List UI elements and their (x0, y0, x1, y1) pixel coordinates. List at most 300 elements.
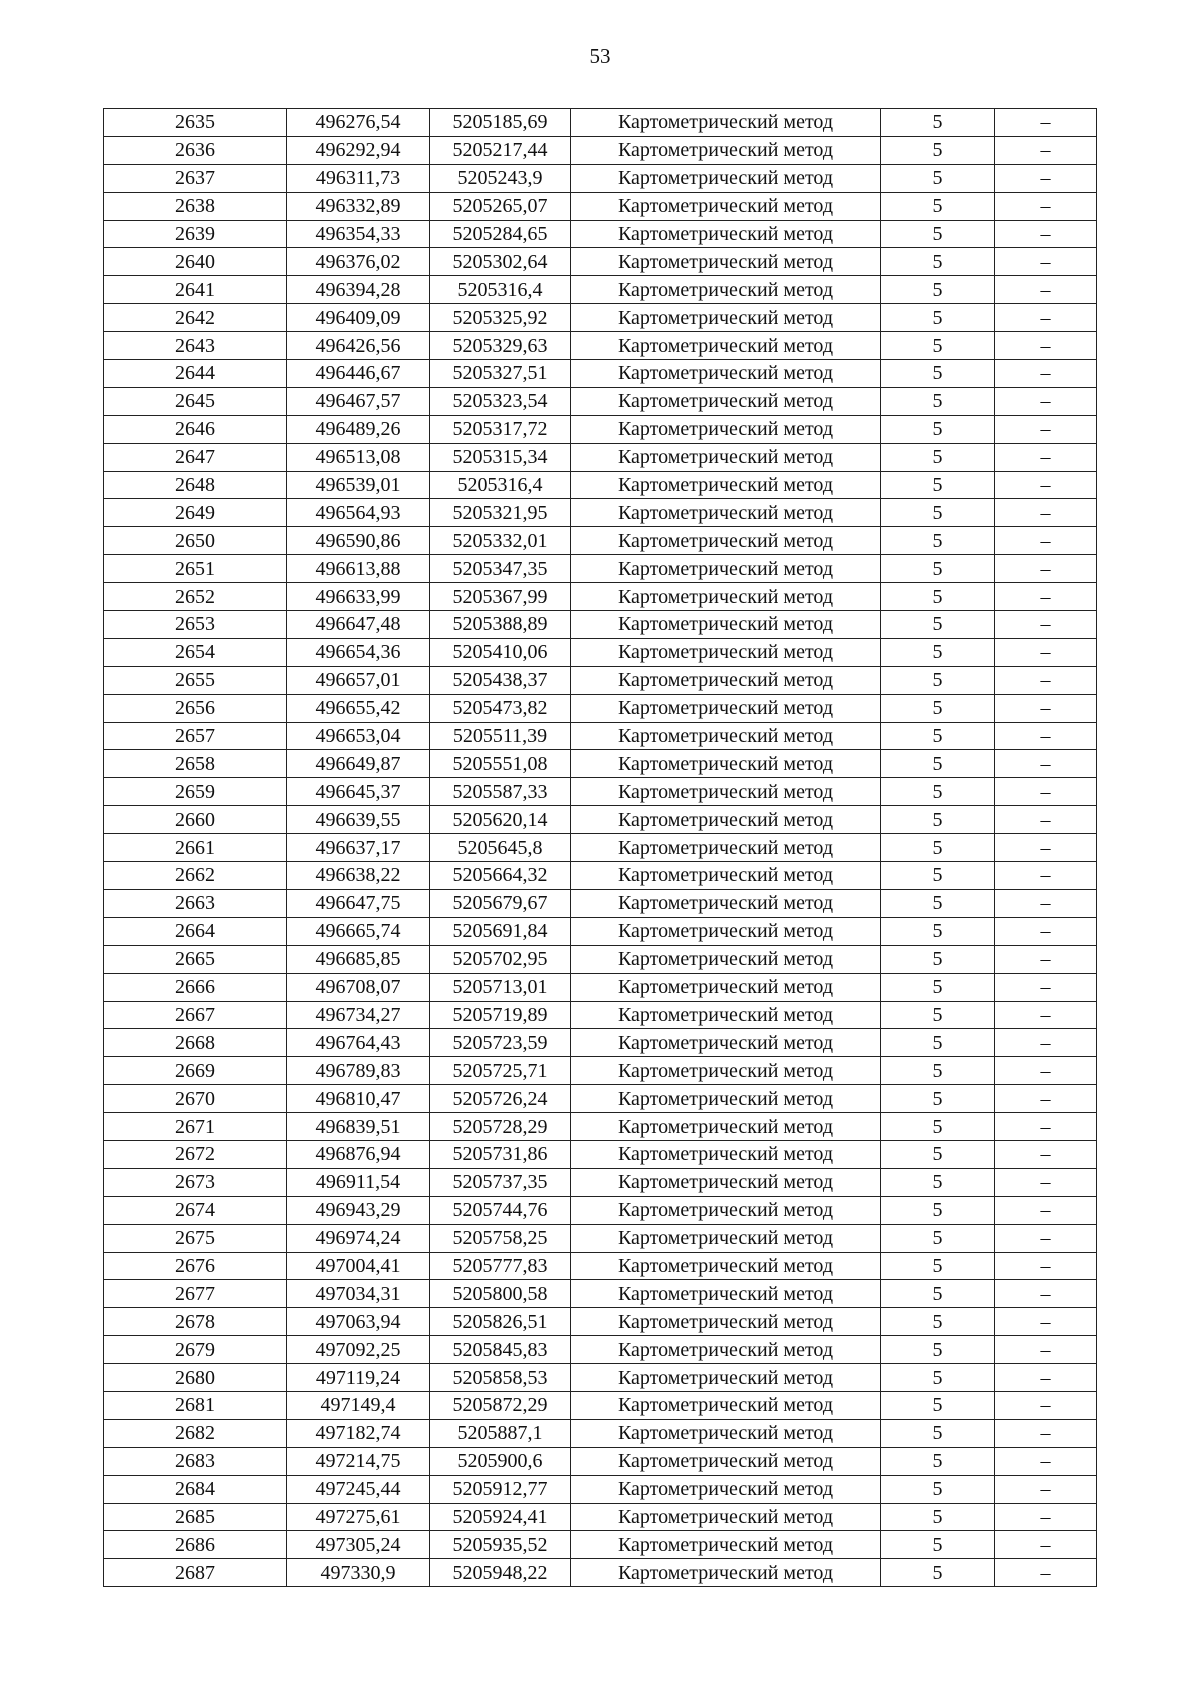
method-cell: Картометрический метод (571, 1224, 881, 1252)
description-cell: – (995, 499, 1097, 527)
y-coordinate-cell: 5205217,44 (430, 136, 571, 164)
accuracy-cell: 5 (881, 1196, 995, 1224)
y-coordinate-cell: 5205243,9 (430, 164, 571, 192)
description-cell: – (995, 1531, 1097, 1559)
accuracy-cell: 5 (881, 332, 995, 360)
x-coordinate-cell: 497214,75 (287, 1447, 430, 1475)
method-cell: Картометрический метод (571, 192, 881, 220)
description-cell: – (995, 332, 1097, 360)
point-number-cell: 2663 (104, 889, 287, 917)
method-cell: Картометрический метод (571, 555, 881, 583)
y-coordinate-cell: 5205317,72 (430, 415, 571, 443)
y-coordinate-cell: 5205845,83 (430, 1336, 571, 1364)
method-cell: Картометрический метод (571, 889, 881, 917)
description-cell: – (995, 555, 1097, 583)
table-row (104, 248, 1097, 276)
point-number-cell: 2665 (104, 945, 287, 973)
method-cell: Картометрический метод (571, 1475, 881, 1503)
method-cell: Картометрический метод (571, 1029, 881, 1057)
point-number-cell: 2682 (104, 1419, 287, 1447)
table-row (104, 471, 1097, 499)
x-coordinate-cell: 497275,61 (287, 1503, 430, 1531)
point-number-cell: 2651 (104, 555, 287, 583)
table-row (104, 611, 1097, 639)
table-row (104, 499, 1097, 527)
accuracy-cell: 5 (881, 694, 995, 722)
table-row (104, 192, 1097, 220)
point-number-cell: 2683 (104, 1447, 287, 1475)
table-row (104, 443, 1097, 471)
point-number-cell: 2667 (104, 1001, 287, 1029)
table-row (104, 1001, 1097, 1029)
description-cell: – (995, 806, 1097, 834)
y-coordinate-cell: 5205826,51 (430, 1308, 571, 1336)
x-coordinate-cell: 496647,48 (287, 611, 430, 639)
method-cell: Картометрический метод (571, 109, 881, 137)
point-number-cell: 2669 (104, 1057, 287, 1085)
method-cell: Картометрический метод (571, 834, 881, 862)
description-cell: – (995, 1029, 1097, 1057)
description-cell: – (995, 109, 1097, 137)
point-number-cell: 2652 (104, 583, 287, 611)
method-cell: Картометрический метод (571, 1113, 881, 1141)
method-cell: Картометрический метод (571, 583, 881, 611)
method-cell: Картометрический метод (571, 415, 881, 443)
description-cell: – (995, 248, 1097, 276)
x-coordinate-cell: 496539,01 (287, 471, 430, 499)
description-cell: – (995, 164, 1097, 192)
description-cell: – (995, 1140, 1097, 1168)
method-cell: Картометрический метод (571, 611, 881, 639)
accuracy-cell: 5 (881, 1447, 995, 1475)
x-coordinate-cell: 496394,28 (287, 276, 430, 304)
page-number: 53 (589, 44, 611, 68)
point-number-cell: 2673 (104, 1168, 287, 1196)
x-coordinate-cell: 497305,24 (287, 1531, 430, 1559)
point-number-cell: 2679 (104, 1336, 287, 1364)
y-coordinate-cell: 5205702,95 (430, 945, 571, 973)
description-cell: – (995, 471, 1097, 499)
table-row (104, 694, 1097, 722)
x-coordinate-cell: 496426,56 (287, 332, 430, 360)
y-coordinate-cell: 5205323,54 (430, 387, 571, 415)
accuracy-cell: 5 (881, 1140, 995, 1168)
table-row (104, 1057, 1097, 1085)
x-coordinate-cell: 496645,37 (287, 778, 430, 806)
point-number-cell: 2649 (104, 499, 287, 527)
x-coordinate-cell: 496649,87 (287, 750, 430, 778)
description-cell: – (995, 443, 1097, 471)
x-coordinate-cell: 497149,4 (287, 1391, 430, 1419)
table-row (104, 1029, 1097, 1057)
table-row (104, 109, 1097, 137)
y-coordinate-cell: 5205935,52 (430, 1531, 571, 1559)
description-cell: – (995, 1419, 1097, 1447)
description-cell: – (995, 1057, 1097, 1085)
description-cell: – (995, 1391, 1097, 1419)
description-cell: – (995, 1196, 1097, 1224)
y-coordinate-cell: 5205744,76 (430, 1196, 571, 1224)
y-coordinate-cell: 5205284,65 (430, 220, 571, 248)
point-number-cell: 2675 (104, 1224, 287, 1252)
y-coordinate-cell: 5205726,24 (430, 1085, 571, 1113)
y-coordinate-cell: 5205367,99 (430, 583, 571, 611)
accuracy-cell: 5 (881, 360, 995, 388)
accuracy-cell: 5 (881, 611, 995, 639)
point-number-cell: 2674 (104, 1196, 287, 1224)
accuracy-cell: 5 (881, 1224, 995, 1252)
accuracy-cell: 5 (881, 248, 995, 276)
description-cell: – (995, 415, 1097, 443)
x-coordinate-cell: 496613,88 (287, 555, 430, 583)
table-row (104, 1140, 1097, 1168)
point-number-cell: 2641 (104, 276, 287, 304)
description-cell: – (995, 192, 1097, 220)
y-coordinate-cell: 5205645,8 (430, 834, 571, 862)
method-cell: Картометрический метод (571, 387, 881, 415)
point-number-cell: 2661 (104, 834, 287, 862)
description-cell: – (995, 666, 1097, 694)
method-cell: Картометрический метод (571, 499, 881, 527)
x-coordinate-cell: 496590,86 (287, 527, 430, 555)
y-coordinate-cell: 5205858,53 (430, 1364, 571, 1392)
accuracy-cell: 5 (881, 1559, 995, 1587)
y-coordinate-cell: 5205924,41 (430, 1503, 571, 1531)
table-row (104, 945, 1097, 973)
table-row (104, 1085, 1097, 1113)
table-row (104, 1503, 1097, 1531)
method-cell: Картометрический метод (571, 304, 881, 332)
x-coordinate-cell: 496311,73 (287, 164, 430, 192)
x-coordinate-cell: 496708,07 (287, 973, 430, 1001)
description-cell: – (995, 1475, 1097, 1503)
point-number-cell: 2686 (104, 1531, 287, 1559)
description-cell: – (995, 638, 1097, 666)
x-coordinate-cell: 496513,08 (287, 443, 430, 471)
description-cell: – (995, 973, 1097, 1001)
table-row (104, 973, 1097, 1001)
method-cell: Картометрический метод (571, 750, 881, 778)
method-cell: Картометрический метод (571, 136, 881, 164)
x-coordinate-cell: 497119,24 (287, 1364, 430, 1392)
description-cell: – (995, 1503, 1097, 1531)
x-coordinate-cell: 496810,47 (287, 1085, 430, 1113)
y-coordinate-cell: 5205691,84 (430, 917, 571, 945)
point-number-cell: 2668 (104, 1029, 287, 1057)
point-number-cell: 2672 (104, 1140, 287, 1168)
point-number-cell: 2657 (104, 722, 287, 750)
table-row (104, 220, 1097, 248)
method-cell: Картометрический метод (571, 806, 881, 834)
accuracy-cell: 5 (881, 1029, 995, 1057)
description-cell: – (995, 1252, 1097, 1280)
x-coordinate-cell: 496467,57 (287, 387, 430, 415)
method-cell: Картометрический метод (571, 471, 881, 499)
accuracy-cell: 5 (881, 1531, 995, 1559)
accuracy-cell: 5 (881, 1391, 995, 1419)
table-row (104, 387, 1097, 415)
description-cell: – (995, 220, 1097, 248)
point-number-cell: 2654 (104, 638, 287, 666)
table-row (104, 1364, 1097, 1392)
point-number-cell: 2676 (104, 1252, 287, 1280)
table-row (104, 136, 1097, 164)
point-number-cell: 2650 (104, 527, 287, 555)
table-row (104, 862, 1097, 890)
x-coordinate-cell: 497182,74 (287, 1419, 430, 1447)
y-coordinate-cell: 5205316,4 (430, 471, 571, 499)
x-coordinate-cell: 496647,75 (287, 889, 430, 917)
accuracy-cell: 5 (881, 1280, 995, 1308)
accuracy-cell: 5 (881, 1085, 995, 1113)
method-cell: Картометрический метод (571, 360, 881, 388)
x-coordinate-cell: 496564,93 (287, 499, 430, 527)
description-cell: – (995, 1113, 1097, 1141)
method-cell: Картометрический метод (571, 1559, 881, 1587)
point-number-cell: 2647 (104, 443, 287, 471)
y-coordinate-cell: 5205185,69 (430, 109, 571, 137)
point-number-cell: 2687 (104, 1559, 287, 1587)
table-row (104, 666, 1097, 694)
y-coordinate-cell: 5205887,1 (430, 1419, 571, 1447)
table-row (104, 1475, 1097, 1503)
x-coordinate-cell: 497092,25 (287, 1336, 430, 1364)
description-cell: – (995, 750, 1097, 778)
table-row (104, 1113, 1097, 1141)
y-coordinate-cell: 5205725,71 (430, 1057, 571, 1085)
method-cell: Картометрический метод (571, 1531, 881, 1559)
description-cell: – (995, 1336, 1097, 1364)
accuracy-cell: 5 (881, 1168, 995, 1196)
description-cell: – (995, 1447, 1097, 1475)
y-coordinate-cell: 5205316,4 (430, 276, 571, 304)
x-coordinate-cell: 496376,02 (287, 248, 430, 276)
accuracy-cell: 5 (881, 471, 995, 499)
method-cell: Картометрический метод (571, 666, 881, 694)
x-coordinate-cell: 496292,94 (287, 136, 430, 164)
y-coordinate-cell: 5205388,89 (430, 611, 571, 639)
x-coordinate-cell: 497004,41 (287, 1252, 430, 1280)
x-coordinate-cell: 497330,9 (287, 1559, 430, 1587)
accuracy-cell: 5 (881, 527, 995, 555)
accuracy-cell: 5 (881, 1308, 995, 1336)
description-cell: – (995, 527, 1097, 555)
description-cell: – (995, 889, 1097, 917)
description-cell: – (995, 694, 1097, 722)
point-number-cell: 2658 (104, 750, 287, 778)
description-cell: – (995, 1001, 1097, 1029)
table-row (104, 1447, 1097, 1475)
method-cell: Картометрический метод (571, 248, 881, 276)
point-number-cell: 2644 (104, 360, 287, 388)
table-row (104, 1419, 1097, 1447)
method-cell: Картометрический метод (571, 638, 881, 666)
method-cell: Картометрический метод (571, 778, 881, 806)
description-cell: – (995, 1559, 1097, 1587)
table-row (104, 1224, 1097, 1252)
accuracy-cell: 5 (881, 917, 995, 945)
accuracy-cell: 5 (881, 1336, 995, 1364)
table-row (104, 415, 1097, 443)
point-number-cell: 2653 (104, 611, 287, 639)
y-coordinate-cell: 5205302,64 (430, 248, 571, 276)
method-cell: Картометрический метод (571, 1308, 881, 1336)
point-number-cell: 2684 (104, 1475, 287, 1503)
point-number-cell: 2660 (104, 806, 287, 834)
y-coordinate-cell: 5205948,22 (430, 1559, 571, 1587)
table-row (104, 555, 1097, 583)
description-cell: – (995, 276, 1097, 304)
x-coordinate-cell: 496734,27 (287, 1001, 430, 1029)
x-coordinate-cell: 496789,83 (287, 1057, 430, 1085)
y-coordinate-cell: 5205325,92 (430, 304, 571, 332)
x-coordinate-cell: 496839,51 (287, 1113, 430, 1141)
table-row (104, 276, 1097, 304)
x-coordinate-cell: 496943,29 (287, 1196, 430, 1224)
accuracy-cell: 5 (881, 443, 995, 471)
point-number-cell: 2645 (104, 387, 287, 415)
table-row (104, 722, 1097, 750)
accuracy-cell: 5 (881, 666, 995, 694)
y-coordinate-cell: 5205410,06 (430, 638, 571, 666)
point-number-cell: 2656 (104, 694, 287, 722)
accuracy-cell: 5 (881, 750, 995, 778)
description-cell: – (995, 778, 1097, 806)
x-coordinate-cell: 496665,74 (287, 917, 430, 945)
accuracy-cell: 5 (881, 220, 995, 248)
accuracy-cell: 5 (881, 1001, 995, 1029)
accuracy-cell: 5 (881, 945, 995, 973)
accuracy-cell: 5 (881, 778, 995, 806)
method-cell: Картометрический метод (571, 1196, 881, 1224)
table-row (104, 1168, 1097, 1196)
description-cell: – (995, 583, 1097, 611)
description-cell: – (995, 1308, 1097, 1336)
point-number-cell: 2659 (104, 778, 287, 806)
description-cell: – (995, 862, 1097, 890)
method-cell: Картометрический метод (571, 1419, 881, 1447)
method-cell: Картометрический метод (571, 164, 881, 192)
y-coordinate-cell: 5205737,35 (430, 1168, 571, 1196)
x-coordinate-cell: 496276,54 (287, 109, 430, 137)
y-coordinate-cell: 5205719,89 (430, 1001, 571, 1029)
method-cell: Картометрический метод (571, 917, 881, 945)
table-row (104, 1531, 1097, 1559)
method-cell: Картометрический метод (571, 1280, 881, 1308)
method-cell: Картометрический метод (571, 276, 881, 304)
y-coordinate-cell: 5205315,34 (430, 443, 571, 471)
description-cell: – (995, 917, 1097, 945)
method-cell: Картометрический метод (571, 527, 881, 555)
accuracy-cell: 5 (881, 889, 995, 917)
y-coordinate-cell: 5205758,25 (430, 1224, 571, 1252)
accuracy-cell: 5 (881, 499, 995, 527)
y-coordinate-cell: 5205728,29 (430, 1113, 571, 1141)
description-cell: – (995, 1280, 1097, 1308)
y-coordinate-cell: 5205800,58 (430, 1280, 571, 1308)
y-coordinate-cell: 5205473,82 (430, 694, 571, 722)
x-coordinate-cell: 496639,55 (287, 806, 430, 834)
x-coordinate-cell: 496489,26 (287, 415, 430, 443)
table-row (104, 1196, 1097, 1224)
y-coordinate-cell: 5205438,37 (430, 666, 571, 694)
accuracy-cell: 5 (881, 1419, 995, 1447)
table-row (104, 360, 1097, 388)
accuracy-cell: 5 (881, 387, 995, 415)
point-number-cell: 2671 (104, 1113, 287, 1141)
x-coordinate-cell: 496409,09 (287, 304, 430, 332)
table-row (104, 917, 1097, 945)
description-cell: – (995, 136, 1097, 164)
x-coordinate-cell: 496638,22 (287, 862, 430, 890)
y-coordinate-cell: 5205551,08 (430, 750, 571, 778)
accuracy-cell: 5 (881, 1113, 995, 1141)
point-number-cell: 2664 (104, 917, 287, 945)
x-coordinate-cell: 497245,44 (287, 1475, 430, 1503)
point-number-cell: 2636 (104, 136, 287, 164)
description-cell: – (995, 360, 1097, 388)
accuracy-cell: 5 (881, 136, 995, 164)
x-coordinate-cell: 497034,31 (287, 1280, 430, 1308)
table-row (104, 1391, 1097, 1419)
point-number-cell: 2635 (104, 109, 287, 137)
table-row (104, 806, 1097, 834)
point-number-cell: 2639 (104, 220, 287, 248)
description-cell: – (995, 611, 1097, 639)
accuracy-cell: 5 (881, 109, 995, 137)
y-coordinate-cell: 5205620,14 (430, 806, 571, 834)
method-cell: Картометрический метод (571, 1252, 881, 1280)
y-coordinate-cell: 5205265,07 (430, 192, 571, 220)
description-cell: – (995, 945, 1097, 973)
accuracy-cell: 5 (881, 806, 995, 834)
point-number-cell: 2642 (104, 304, 287, 332)
accuracy-cell: 5 (881, 304, 995, 332)
table-row (104, 1252, 1097, 1280)
method-cell: Картометрический метод (571, 1336, 881, 1364)
x-coordinate-cell: 496633,99 (287, 583, 430, 611)
table-row (104, 1280, 1097, 1308)
point-number-cell: 2646 (104, 415, 287, 443)
coordinates-table (103, 108, 1097, 1587)
x-coordinate-cell: 496654,36 (287, 638, 430, 666)
method-cell: Картометрический метод (571, 1001, 881, 1029)
x-coordinate-cell: 496657,01 (287, 666, 430, 694)
coordinates-table-body (104, 109, 1097, 1587)
y-coordinate-cell: 5205900,6 (430, 1447, 571, 1475)
x-coordinate-cell: 497063,94 (287, 1308, 430, 1336)
x-coordinate-cell: 496354,33 (287, 220, 430, 248)
accuracy-cell: 5 (881, 192, 995, 220)
accuracy-cell: 5 (881, 1252, 995, 1280)
accuracy-cell: 5 (881, 276, 995, 304)
x-coordinate-cell: 496655,42 (287, 694, 430, 722)
table-row (104, 834, 1097, 862)
y-coordinate-cell: 5205731,86 (430, 1140, 571, 1168)
y-coordinate-cell: 5205332,01 (430, 527, 571, 555)
x-coordinate-cell: 496446,67 (287, 360, 430, 388)
description-cell: – (995, 1224, 1097, 1252)
accuracy-cell: 5 (881, 834, 995, 862)
table-row (104, 1308, 1097, 1336)
accuracy-cell: 5 (881, 973, 995, 1001)
method-cell: Картометрический метод (571, 1168, 881, 1196)
x-coordinate-cell: 496974,24 (287, 1224, 430, 1252)
point-number-cell: 2678 (104, 1308, 287, 1336)
y-coordinate-cell: 5205511,39 (430, 722, 571, 750)
point-number-cell: 2685 (104, 1503, 287, 1531)
point-number-cell: 2681 (104, 1391, 287, 1419)
